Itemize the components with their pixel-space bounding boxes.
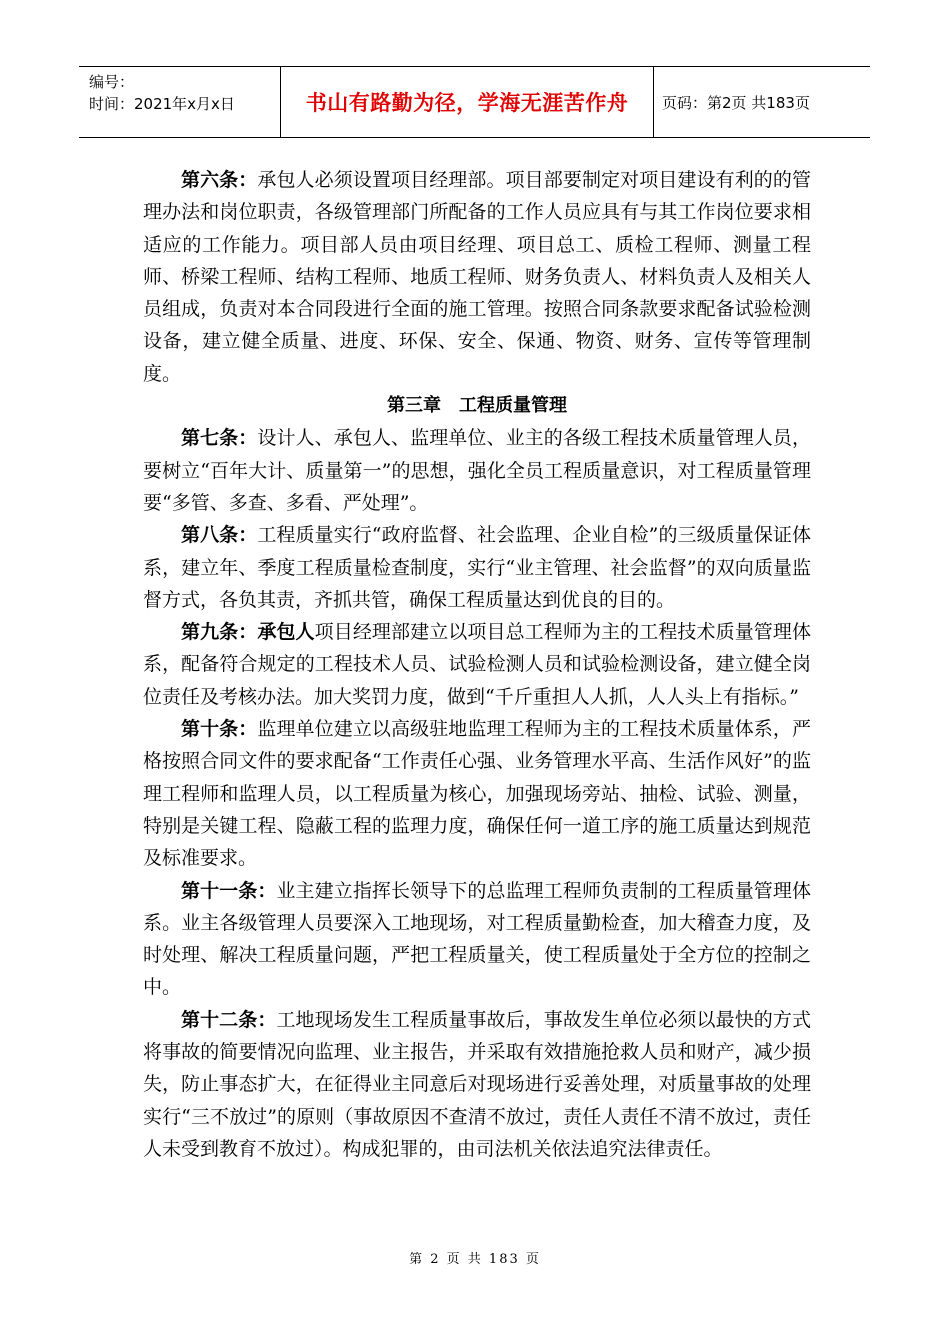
article-9: [143, 616, 811, 713]
document-number-label: 编号：: [89, 73, 135, 91]
article-text: 工地现场发生工程质量事故后，事故发生单位必须以最快的方式将事故的简要情况向监理、业主报告，并采取有效措施抢救人员和财产，减少损失，防止事态扩大，在征得业主同意后对现场进行妥善处理，对质量事故的处理实行“三不放过”的原则（事故原因不查清不放过，责任人责任不清不放过，责任人未受到教育不放过）。构成犯罪的，由司法机关依法追究法律责任。: [143, 1008, 811, 1160]
article-text: 业主建立指挥长领导下的总监理工程师负责制的工程质量管理体系。业主各级管理人员要深入工地现场，对工程质量勤检查，加大稽查力度，及时处理、解决工程质量问题，严把工程质量关，使工程质量处于全方位的控制之中。: [143, 879, 811, 999]
article-12: [143, 1004, 811, 1165]
article-heading: 第十条：: [181, 718, 258, 741]
article-heading: 第六条：: [181, 169, 258, 191]
page-footer: 第 2 页 共 183 页: [409, 1252, 541, 1267]
article-11: [143, 875, 811, 1004]
article-text: 承包人必须设置项目经理部。项目部要制定对项目建设有利的的管理办法和岗位职责，各级管理部门所配备的工作人员应具有与其工作岗位要求相适应的工作能力。项目部人员由项目经理、项目总工、质检工程师、测量工程师、桥梁工程师、结构工程师、地质工程师、财务负责人、材料负责人及相关人员组成，负责对本合同段进行全面的施工管理。按照合同条款要求配备试验检测设备，建立健全质量、进度、环保、安全、保通、物资、财务、宣传等管理制度。: [143, 169, 811, 385]
header-page-info: 页码：第2页 共183页: [662, 93, 810, 112]
article-8: [143, 519, 811, 616]
document-body: [143, 164, 811, 1165]
article-text: 监理单位建立以高级驻地监理工程师为主的工程技术质量体系，严格按照合同文件的要求配备“工作责任心强、业务管理水平高、生活作风好”的监理工程师和监理人员，以工程质量为核心，加强现场旁站、抽检、试验、测量，特别是关键工程、隐蔽工程的监理力度，确保任何一道工序的施工质量达到规范及标准要求。: [143, 718, 811, 870]
document-date: 时间：2021年x月x日: [89, 95, 235, 113]
article-text: 设计人、承包人、监理单位、业主的各级工程技术质量管理人员，要树立“百年大计、质量第一”的思想，强化全员工程质量意识，对工程质量管理要“多管、多查、多看、严处理”。: [143, 427, 811, 514]
article-text: 工程质量实行“政府监督、社会监理、企业自检”的三级质量保证体系，建立年、季度工程质量检查制度，实行“业主管理、社会监督”的双向质量监督方式，各负其责，齐抓共管，确保工程质量达到优良的目的。: [143, 524, 811, 611]
article-heading: 第八条：: [181, 524, 258, 547]
article-6: [143, 164, 811, 390]
article-10: [143, 713, 811, 874]
chapter-title: 第三章 工程质量管理: [387, 395, 567, 417]
header-motto: 书山有路勤为径，学海无涯苦作舟: [281, 67, 654, 137]
article-text: 项目经理部建立以项目总工程师为主的工程技术质量管理体系，配备符合规定的工程技术人员、试验检测人员和试验检测设备，建立健全岗位责任及考核办法。加大奖罚力度，做到“千斤重担人人抓，人人头上有指标。”: [143, 621, 811, 708]
article-heading: 第九条：承包人: [181, 621, 315, 644]
article-heading: 第十一条：: [181, 879, 277, 902]
article-heading: 第七条：: [181, 427, 258, 450]
header-meta: [79, 67, 281, 137]
page-header: [79, 66, 870, 138]
article-heading: 第十二条：: [181, 1008, 277, 1031]
article-7: [143, 422, 811, 519]
